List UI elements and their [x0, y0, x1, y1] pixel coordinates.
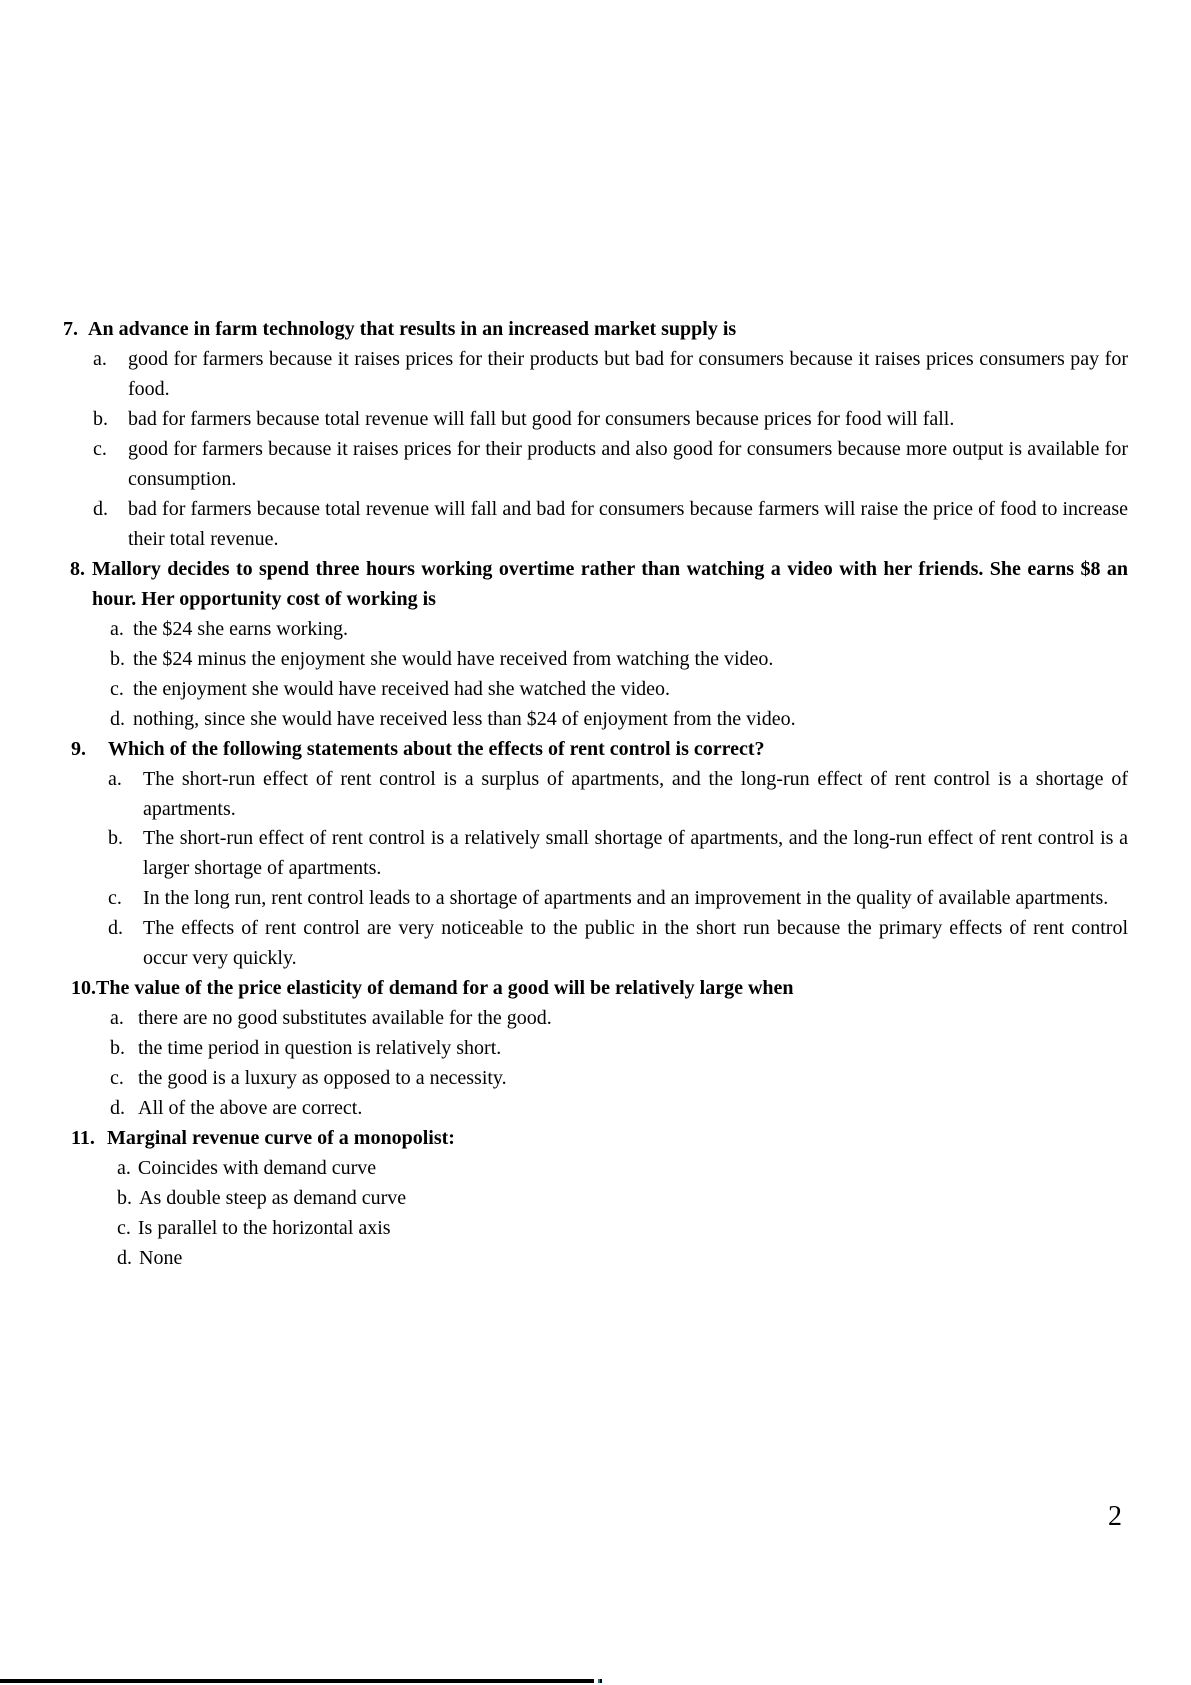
option-label: a. [110, 617, 124, 640]
option-label: b. [110, 647, 125, 670]
option-label: b. [93, 407, 108, 430]
option-row [63, 345, 1128, 405]
option-row [63, 1034, 1128, 1064]
question-11 [63, 1124, 1128, 1274]
option-text: good for farmers because it raises prices for their products but bad for consumers because it raises prices consumers pay for food. [128, 347, 1128, 400]
question-heading [63, 735, 1128, 765]
option-text: nothing, since she would have received less than $24 of enjoyment from the video. [133, 707, 796, 730]
question-title: Which of the following statements about the effects of rent control is correct? [108, 737, 765, 760]
option-row [63, 495, 1128, 555]
option-label: a. [117, 1157, 131, 1180]
question-number: 7. [63, 318, 78, 340]
question-8 [63, 555, 1128, 735]
option-label: c. [93, 437, 107, 460]
option-text: bad for farmers because total revenue will fall and bad for consumers because farmers will raise the price of food to increase their total revenue. [128, 497, 1128, 550]
question-title: Mallory decides to spend three hours working overtime rather than watching a video with her friends. She earns $8 an hour. Her opportunity cost of working is [92, 557, 1128, 610]
question-number: 9. [71, 737, 86, 760]
option-label: d. [117, 1247, 132, 1270]
option-row [63, 1064, 1128, 1094]
question-title: An advance in farm technology that results in an increased market supply is [88, 318, 737, 340]
option-text: All of the above are correct. [138, 1097, 363, 1120]
exam-page-content [63, 315, 1128, 1274]
option-label: d. [108, 917, 123, 940]
option-row [63, 405, 1128, 435]
option-text: The effects of rent control are very noticeable to the public in the short run because the primary effects of rent control occur very quickly. [143, 917, 1128, 970]
question-title: Marginal revenue curve of a monopolist: [107, 1127, 455, 1150]
option-row [63, 1154, 1128, 1184]
option-label: a. [93, 347, 107, 370]
option-text: there are no good substitutes available for the good. [138, 1007, 552, 1030]
option-row [63, 435, 1128, 495]
option-row [63, 824, 1128, 884]
option-text: In the long run, rent control leads to a shortage of apartments and an improvement in the quality of available apartments. [143, 887, 1109, 910]
option-row [63, 1004, 1128, 1034]
option-row [63, 675, 1128, 705]
option-text: bad for farmers because total revenue will fall but good for consumers because prices for food will fall. [128, 407, 955, 430]
option-text: the time period in question is relatively short. [138, 1037, 502, 1060]
question-heading [63, 315, 1128, 345]
option-text: None [139, 1247, 183, 1270]
question-number: 10. [71, 977, 96, 1000]
rule-end-dot [598, 1679, 601, 1683]
page-number: 2 [1108, 1501, 1122, 1532]
option-text: the $24 she earns working. [133, 617, 348, 640]
option-label: c. [110, 677, 124, 700]
question-number: 11. [71, 1127, 95, 1150]
option-text: Is parallel to the horizontal axis [137, 1217, 391, 1240]
question-7 [63, 315, 1128, 555]
question-9 [63, 735, 1128, 975]
question-heading [63, 974, 1128, 1004]
option-row [63, 765, 1128, 825]
option-label: a. [108, 767, 122, 790]
rule-end-dot-black [600, 1679, 602, 1683]
question-10 [63, 974, 1128, 1124]
option-text: good for farmers because it raises prices for their products and also good for consumers because more output is available for consumption. [128, 437, 1128, 490]
option-text: The short-run effect of rent control is a relatively small shortage of apartments, and the long-run effect of rent control is a larger shortage of apartments. [143, 827, 1128, 880]
question-title: The value of the price elasticity of demand for a good will be relatively large when [96, 977, 794, 1000]
question-heading [63, 1124, 1128, 1154]
option-label: b. [108, 827, 123, 850]
question-number: 8. [70, 557, 85, 580]
option-row [63, 914, 1128, 974]
option-row [63, 615, 1128, 645]
option-row [63, 1184, 1128, 1214]
option-text: The short-run effect of rent control is a surplus of apartments, and the long-run effect of rent control is a shortage of apartments. [143, 767, 1128, 820]
option-label: d. [110, 707, 125, 730]
option-label: d. [110, 1097, 125, 1120]
option-row [63, 1214, 1128, 1244]
bottom-rule [0, 1679, 594, 1683]
option-text: the good is a luxury as opposed to a necessity. [138, 1067, 507, 1090]
option-row [63, 705, 1128, 735]
option-label: c. [108, 887, 122, 910]
option-row [63, 1094, 1128, 1124]
option-label: c. [117, 1217, 131, 1240]
option-row [63, 1244, 1128, 1274]
option-row [63, 645, 1128, 675]
question-heading [63, 555, 1128, 615]
option-label: c. [110, 1067, 124, 1090]
option-text: the enjoyment she would have received had she watched the video. [133, 677, 671, 700]
option-label: b. [117, 1187, 132, 1210]
option-row [63, 884, 1128, 914]
option-text: the $24 minus the enjoyment she would have received from watching the video. [133, 647, 774, 670]
option-label: d. [93, 497, 108, 520]
option-text: As double steep as demand curve [139, 1187, 407, 1210]
option-label: a. [110, 1007, 124, 1030]
option-text: Coincides with demand curve [137, 1157, 377, 1180]
option-label: b. [110, 1037, 125, 1060]
